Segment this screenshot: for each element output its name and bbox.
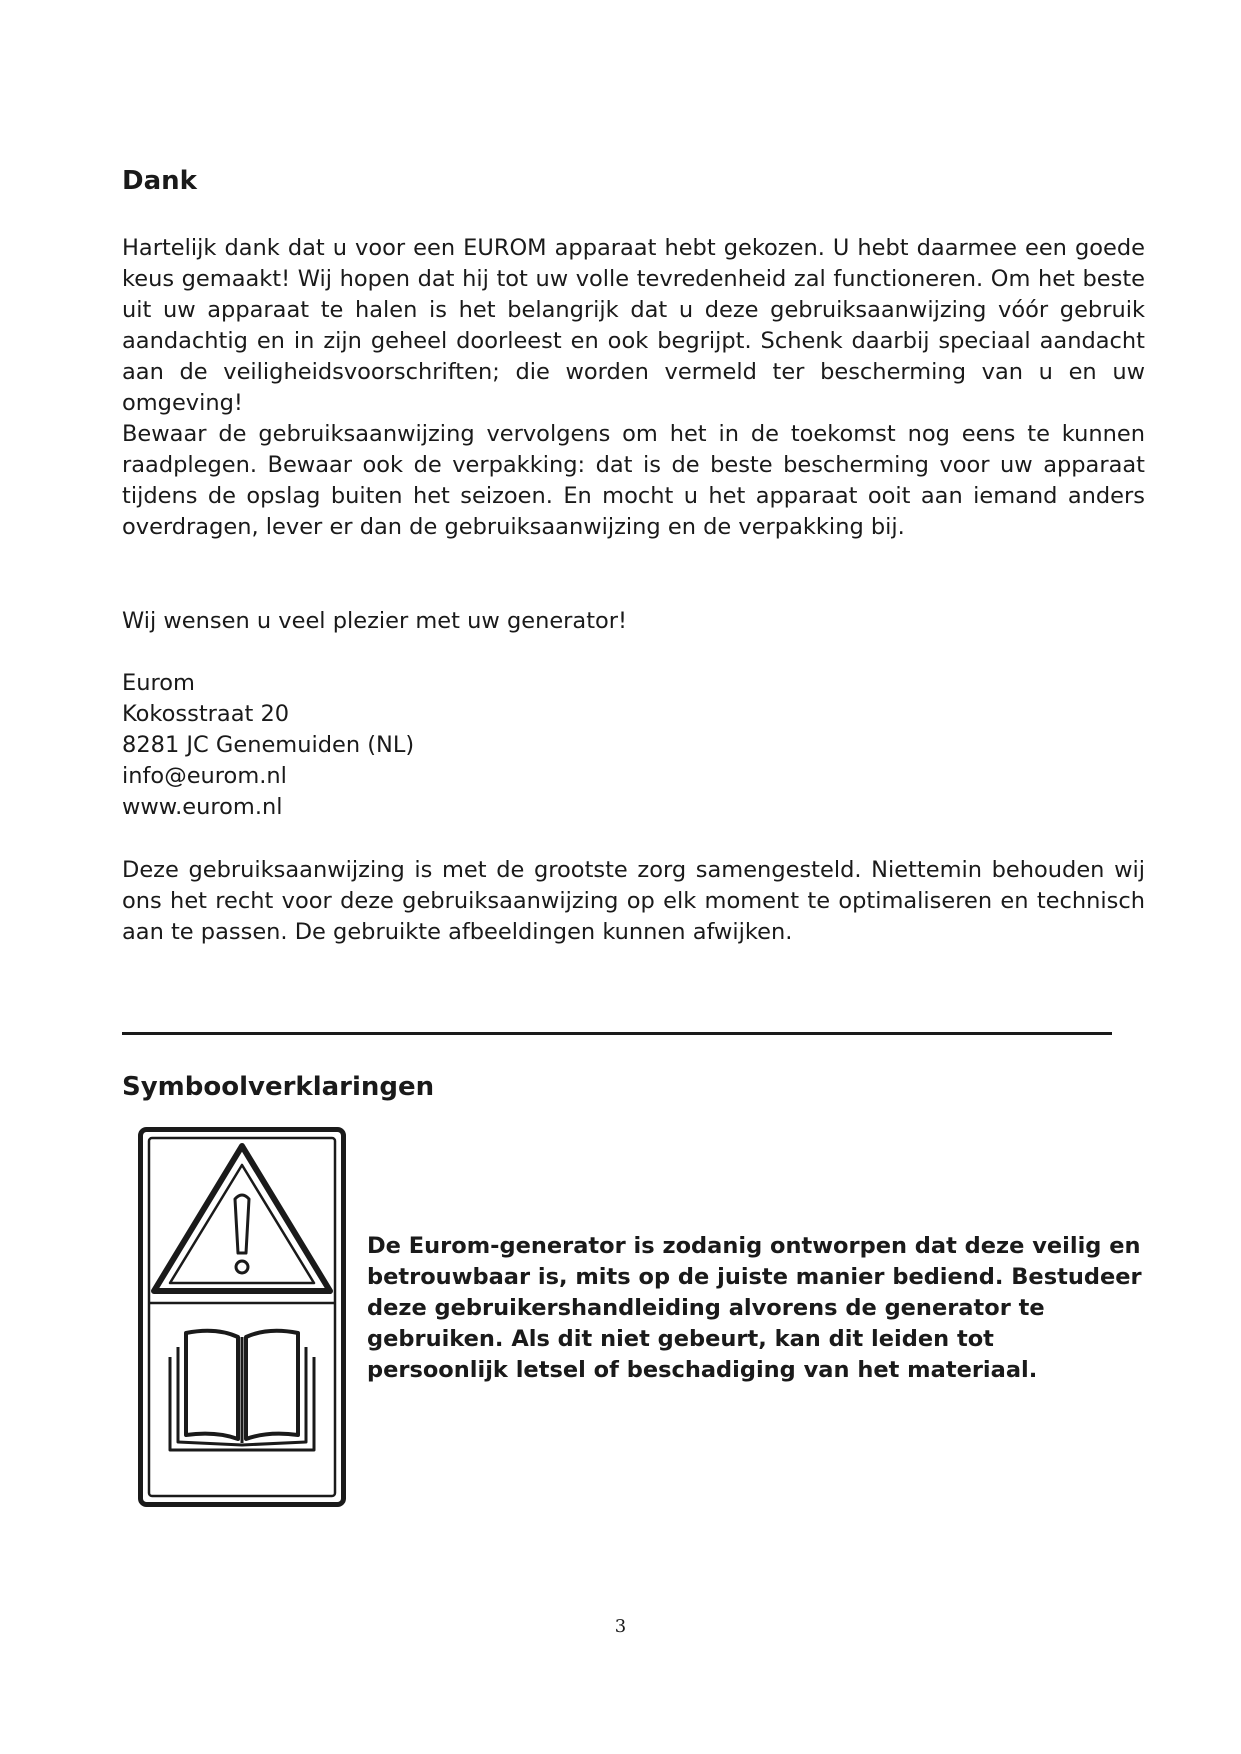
open-book-icon (170, 1331, 314, 1450)
address-street: Kokosstraat 20 (122, 701, 290, 727)
section-divider (122, 1032, 1112, 1035)
warning-triangle-icon (154, 1146, 330, 1291)
company-address (122, 668, 1145, 823)
section-title-dank: Dank (122, 166, 197, 196)
section-title-symbolen: Symboolverklaringen (122, 1072, 435, 1102)
address-email: info@eurom.nl (122, 763, 287, 789)
address-company: Eurom (122, 670, 195, 696)
closing-wish-text: Wij wensen u veel plezier met uw generator! (122, 608, 628, 634)
intro-paragraph-1: Hartelijk dank dat u voor een EUROM apparaat hebt gekozen. U hebt daarmee een goede keus gemaakt! Wij hopen dat hij tot uw volle tevredenheid zal functioneren. Om het beste uit uw apparaat te halen is het belangrijk dat u deze gebruiksaanwijzing vóór gebruik aandachtig en in zijn geheel doorleest en ook begrijpt. Schenk daarbij speciaal aandacht aan de veiligheidsvoorschriften; die worden vermeld ter bescherming van u en uw omgeving! (122, 235, 1145, 416)
disclaimer (122, 855, 1145, 948)
warning-text: De Eurom-generator is zodanig ontworpen dat deze veilig en betrouwbaar is, mits op de juiste manier bediend. Bestudeer deze gebruikershandleiding alvorens de generator te gebruiken. Als dit niet gebeurt, kan dit leiden tot persoonlijk letsel of beschadiging van het materiaal. (367, 1233, 1142, 1383)
address-website: www.eurom.nl (122, 794, 283, 820)
intro-text (122, 233, 1145, 543)
address-city: 8281 JC Genemuiden (NL) (122, 732, 415, 758)
disclaimer-text: Deze gebruiksaanwijzing is met de grootste zorg samengesteld. Niettemin behouden wij ons het recht voor deze gebruiksaanwijzing op elk moment te optimaliseren en technisch aan te passen. De gebruikte afbeeldingen kunnen afwijken. (122, 857, 1145, 945)
intro-paragraph-2: Bewaar de gebruiksaanwijzing vervolgens om het in de toekomst nog eens te kunnen raadplegen. Bewaar ook de verpakking: dat is de beste bescherming voor uw apparaat tijdens de opslag buiten het seizoen. En mocht u het apparaat ooit aan iemand anders overdragen, lever er dan de gebruiksaanwijzing en de verpakking bij. (122, 421, 1145, 540)
warning-read-manual-icon (138, 1127, 346, 1507)
page-number: 3 (614, 1616, 627, 1637)
closing-wish (122, 606, 1145, 637)
